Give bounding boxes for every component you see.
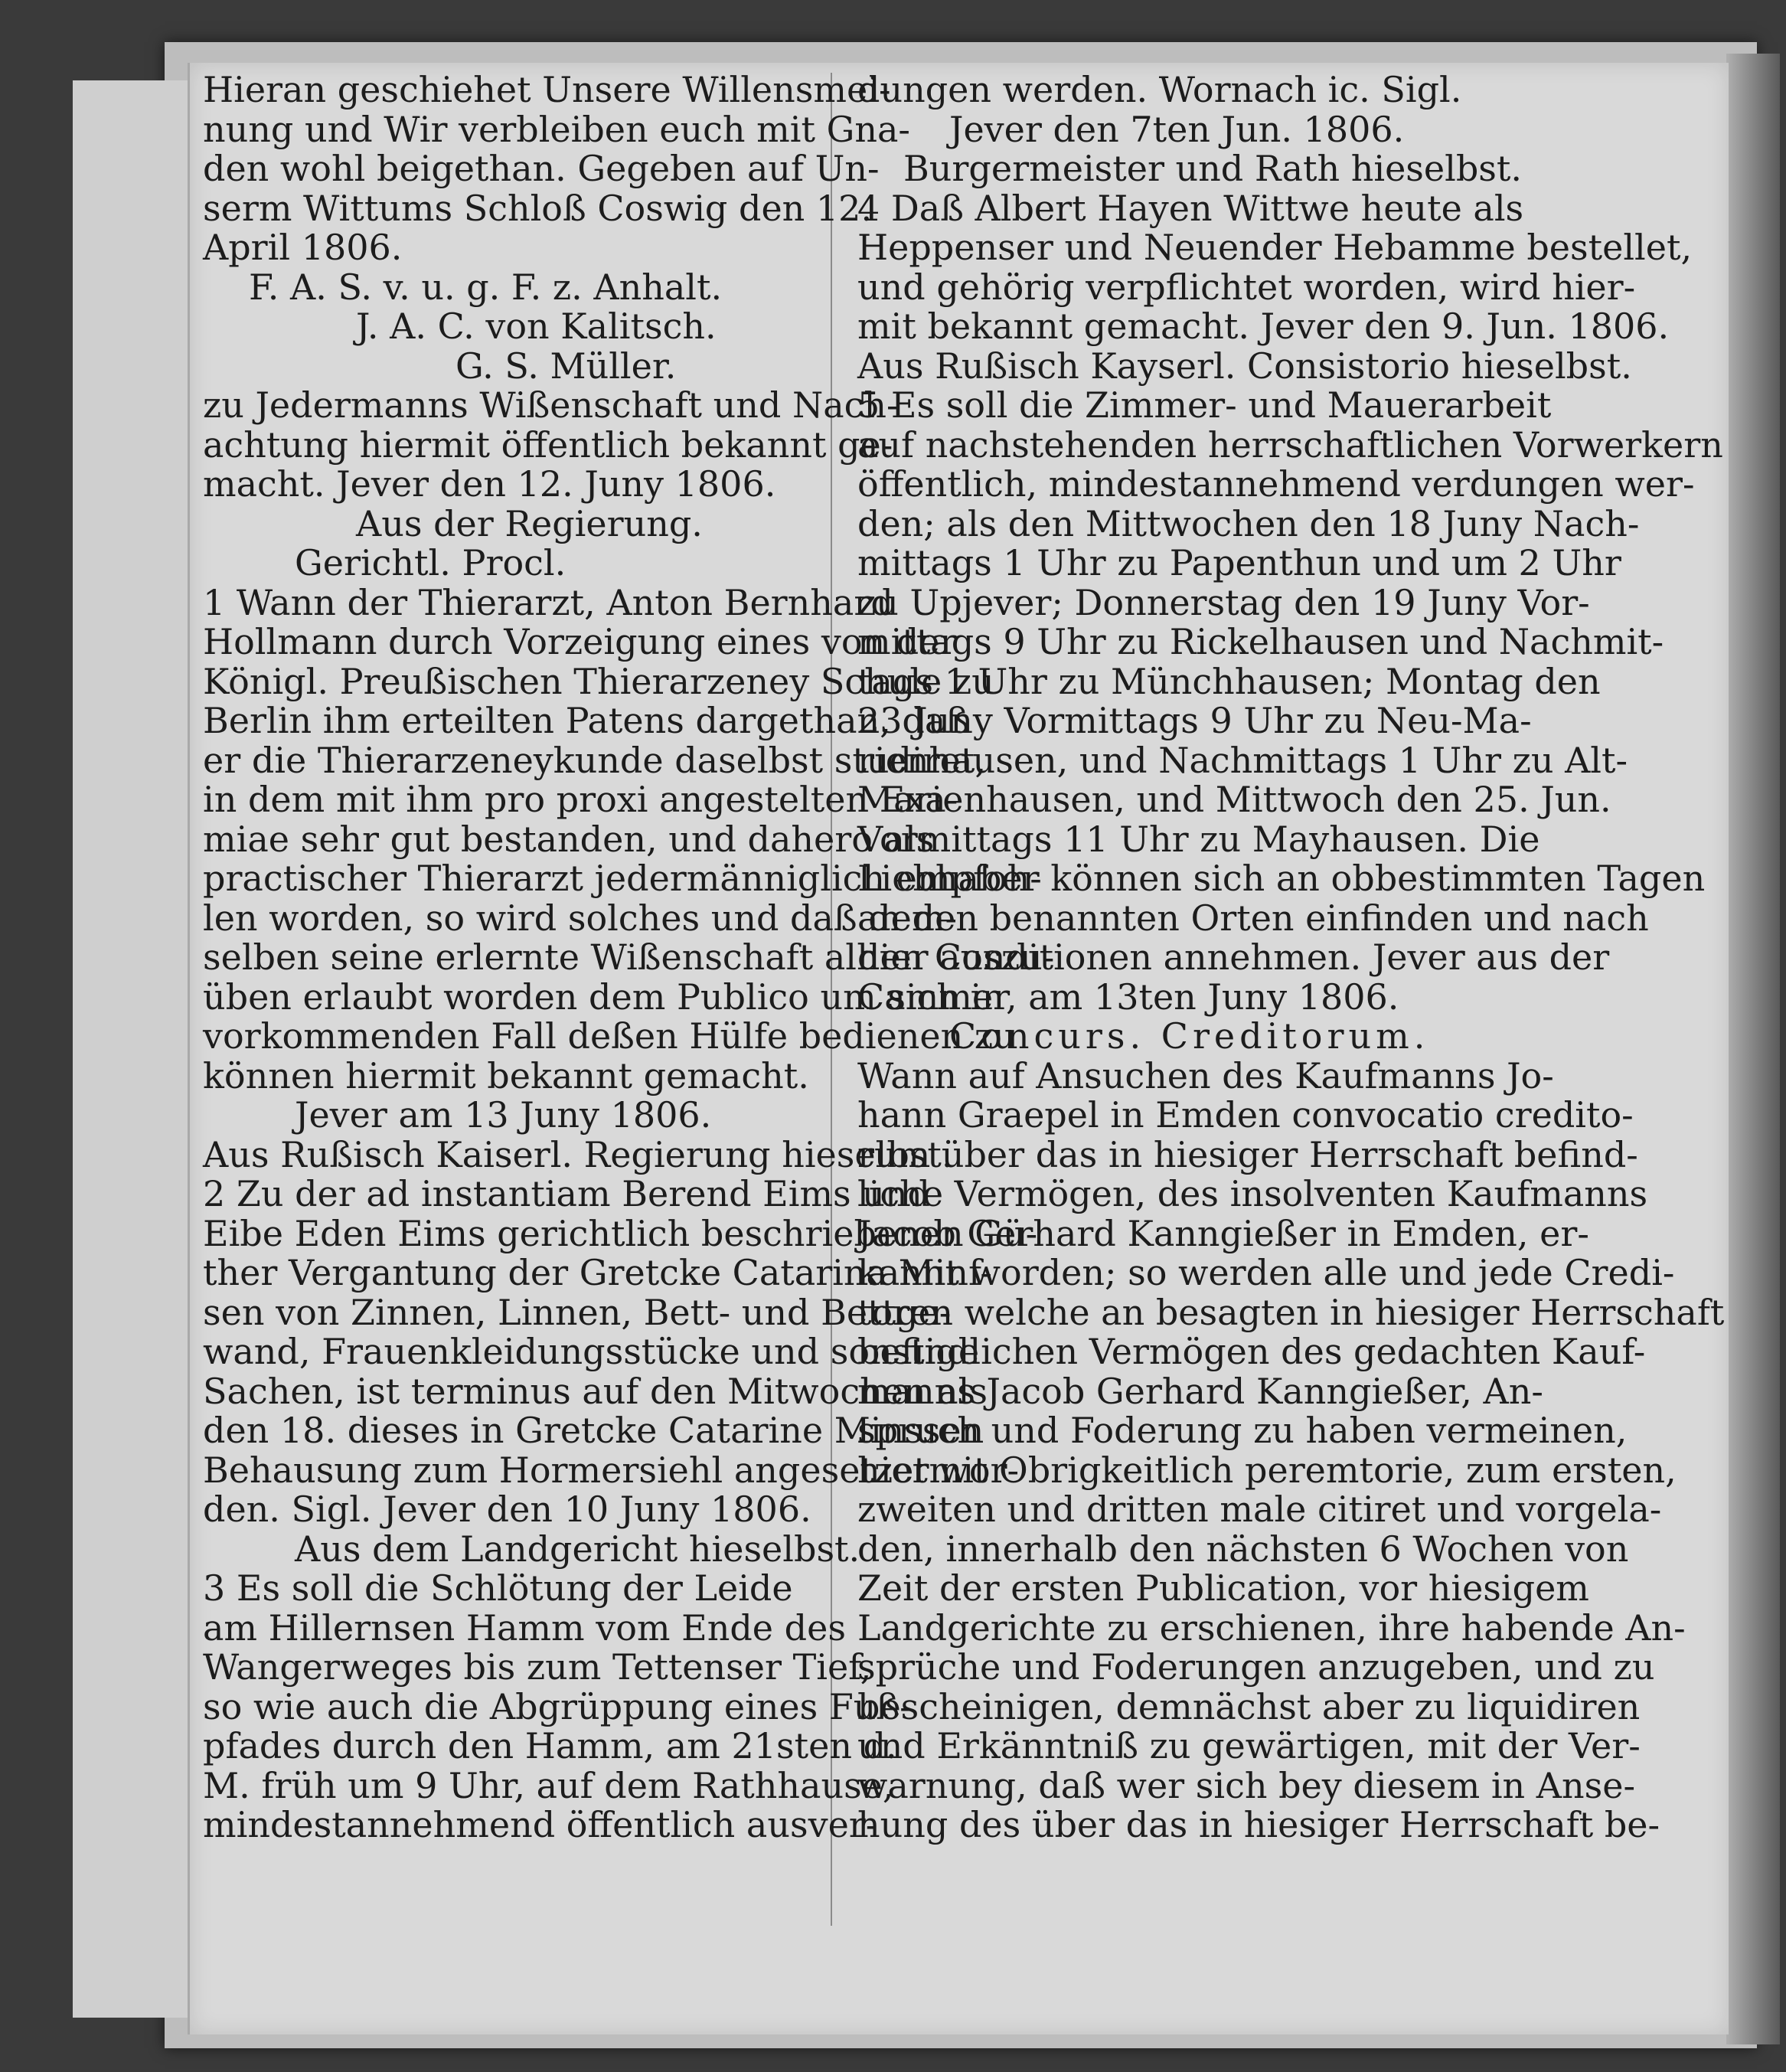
text-line: mittags 9 Uhr zu Rickelhausen und Nachmit- <box>857 621 1664 662</box>
text-line: Zeit der ersten Publication, vor hiesigem <box>857 1567 1589 1609</box>
text-line: zweiten und dritten male citiret und vorgela- <box>857 1489 1662 1530</box>
text-line: achtung hiermit öffentlich bekannt ge- <box>203 423 893 466</box>
text-line: den 18. dieses in Gretcke Catarine Minssen <box>203 1410 984 1451</box>
text-line: 4 Daß Albert Hayen Wittwe heute als <box>857 187 1524 229</box>
text-line: Jacob Gerhard Kanngießer in Emden, er- <box>857 1212 1589 1254</box>
text-line: so wie auch die Abgrüppung eines Fuß- <box>203 1685 912 1727</box>
text-line: befindlichen Vermögen des gedachten Kauf- <box>857 1331 1646 1372</box>
text-line: warnung, daß wer sich bey diesem in Anse- <box>857 1764 1636 1806</box>
date-line: Jever den 7ten Jun. 1806. <box>949 108 1405 150</box>
text-line: Berlin ihm erteilten Patens dargethan, daß <box>203 700 969 741</box>
text-line: zu Upjever; Donnerstag den 19 Juny Vor- <box>857 581 1590 623</box>
signature-line: G. S. Müller. <box>455 345 677 387</box>
text-line: dungen werden. Wornach ic. Sigl. <box>857 69 1462 110</box>
text-line: den wohl beigethan. Gegeben auf Un- <box>203 148 880 189</box>
text-line: practischer Thierarzt jedermänniglich empfoh- <box>203 858 1042 899</box>
text-line: spruch und Foderung zu haben vermeinen, <box>857 1410 1628 1451</box>
text-line: nung und Wir verbleiben euch mit Gna- <box>203 108 910 150</box>
text-line: in dem mit ihm pro proxi angestelten Exa- <box>203 779 958 820</box>
text-line: April 1806. <box>203 227 403 268</box>
text-line: tags 1 Uhr zu Münchhausen; Montag den <box>857 660 1601 702</box>
text-line: sen von Zinnen, Linnen, Bett- und Bettge- <box>203 1291 952 1333</box>
text-line: können hiermit bekannt gemacht. <box>203 1054 809 1096</box>
text-line: Wann auf Ansuchen des Kaufmanns Jo- <box>857 1054 1554 1096</box>
section-heading: Aus dem Landgericht hieselbst. <box>295 1528 860 1570</box>
text-line: den Conditionen annehmen. Jever aus der <box>857 936 1610 978</box>
text-line: sprüche und Foderungen anzugeben, und zu <box>857 1646 1655 1688</box>
text-line: toren welche an besagten in hiesiger Herrschaft <box>857 1291 1725 1333</box>
text-line: Hieran geschiehet Unsere Willensmei- <box>203 69 891 110</box>
text-line: Behausung zum Hormersiehl angesetzet wor- <box>203 1449 1020 1491</box>
text-line: 23 Juny Vormittags 9 Uhr zu Neu-Ma- <box>857 700 1532 741</box>
section-heading: Burgermeister und Rath hieselbst. <box>903 148 1522 189</box>
text-line: Eibe Eden Eims gerichtlich beschriebenen Gü- <box>203 1212 1038 1254</box>
signature-line: J. A. C. von Kalitsch. <box>356 306 717 347</box>
text-line: 2 Zu der ad instantiam Berend Eims und <box>203 1173 930 1214</box>
text-line: öffentlich, mindestannehmend verdungen wer- <box>857 463 1695 505</box>
text-line: bescheinigen, demnächst aber zu liquidiren <box>857 1685 1641 1727</box>
text-line: wand, Frauenkleidungsstücke und sonstige <box>203 1331 980 1372</box>
text-line: ther Vergantung der Gretcke Catarina Minf- <box>203 1252 992 1293</box>
text-line: an den benannten Orten einfinden und nach <box>857 897 1649 939</box>
text-line: 5 Es soll die Zimmer- und Mauerarbeit <box>857 384 1552 426</box>
text-line: 1 Wann der Thierarzt, Anton Bernhard <box>203 581 893 623</box>
text-line: miae sehr gut bestanden, und dahero als <box>203 818 935 860</box>
text-line: Heppenser und Neuender Hebamme bestellet, <box>857 227 1693 268</box>
text-line: auf nachstehenden herrschaftlichen Vorwerkern <box>857 423 1723 466</box>
text-line: macht. Jever den 12. Juny 1806. <box>203 463 776 505</box>
text-line: kannt worden; so werden alle und jede Credi- <box>857 1252 1675 1293</box>
text-line: vorkommenden Fall deßen Hülfe bedienen zu <box>203 1015 1016 1057</box>
text-line: Wangerweges bis zum Tettenser Tief, <box>203 1646 872 1688</box>
text-line: Marienhausen, und Mittwoch den 25. Jun. <box>857 779 1611 820</box>
text-line: selben seine erlernte Wißenschaft alhier auszu- <box>203 936 1055 978</box>
text-line: rum über das in hiesiger Herrschaft befind- <box>857 1133 1638 1175</box>
text-line: und gehörig verpflichtet worden, wird hier- <box>857 266 1636 308</box>
text-line: mit bekannt gemacht. Jever den 9. Jun. 1806. <box>857 306 1670 347</box>
text-line: hann Graepel in Emden convocatio credito- <box>857 1094 1634 1136</box>
text-line: Sachen, ist terminus auf den Mitwochen als <box>203 1370 988 1412</box>
text-line: und Erkänntniß zu gewärtigen, mit der Ver- <box>857 1725 1641 1766</box>
text-line: den, innerhalb den nächsten 6 Wochen von <box>857 1528 1629 1570</box>
text-line: M. früh um 9 Uhr, auf dem Rathhause, <box>203 1764 894 1806</box>
text-line: Liebhaber können sich an obbestimmten Tagen <box>857 858 1706 899</box>
text-line: Landgerichte zu erschienen, ihre habende An- <box>857 1606 1686 1649</box>
section-heading: Aus der Regierung. <box>356 502 703 544</box>
text-line: üben erlaubt worden dem Publico um sich in <box>203 976 1005 1018</box>
text-line: mittags 1 Uhr zu Papenthun und um 2 Uhr <box>857 542 1621 583</box>
text-line: manns Jacob Gerhard Kanngießer, An- <box>857 1370 1543 1412</box>
right-text-column <box>857 69 1725 1845</box>
text-line: den; als den Mittwochen den 18 Juny Nach- <box>857 502 1640 544</box>
text-line: serm Wittums Schloß Coswig den 12. <box>203 187 873 229</box>
text-line: rienhausen, und Nachmittags 1 Uhr zu Alt- <box>857 739 1628 781</box>
text-line: am Hillernsen Hamm vom Ende des <box>203 1606 846 1649</box>
text-line: Königl. Preußischen Thierarzeney Schule zu <box>203 660 994 702</box>
text-line: Cammer, am 13ten Juny 1806. <box>857 976 1399 1018</box>
text-line: pfades durch den Hamm, am 21sten d. <box>203 1725 897 1766</box>
section-heading: Aus Rußisch Kayserl. Consistorio hieselbst. <box>857 345 1632 387</box>
text-line: hung des über das in hiesiger Herrschaft be- <box>857 1804 1660 1845</box>
text-line: hiermit Obrigkeitlich peremtorie, zum ersten, <box>857 1449 1677 1491</box>
text-line: Hollmann durch Vorzeigung eines von der <box>203 621 957 662</box>
section-heading: Aus Rußisch Kaiserl. Regierung hieselbst. <box>203 1133 953 1175</box>
text-line: mindestannehmend öffentlich ausver- <box>203 1804 878 1845</box>
date-line: Jever am 13 Juny 1806. <box>295 1094 712 1136</box>
text-line: zu Jedermanns Wißenschaft und Nach- <box>203 384 899 426</box>
text-line: Vormittags 11 Uhr zu Mayhausen. Die <box>857 818 1540 860</box>
text-line: len worden, so wird solches und daß dem- <box>203 897 958 939</box>
section-heading: Concurs. Creditorum. <box>949 1015 1430 1057</box>
signature-line: F. A. S. v. u. g. F. z. Anhalt. <box>249 266 723 308</box>
text-line: er die Thierarzeneykunde daselbst studiret, <box>203 739 986 781</box>
text-line: 3 Es soll die Schlötung der Leide <box>203 1567 793 1609</box>
section-heading: Gerichtl. Procl. <box>295 542 566 583</box>
text-line: den. Sigl. Jever den 10 Juny 1806. <box>203 1489 811 1530</box>
page-gutter-shadow <box>1726 54 1780 2044</box>
text-line: liche Vermögen, des insolventen Kaufmanns <box>857 1173 1648 1214</box>
